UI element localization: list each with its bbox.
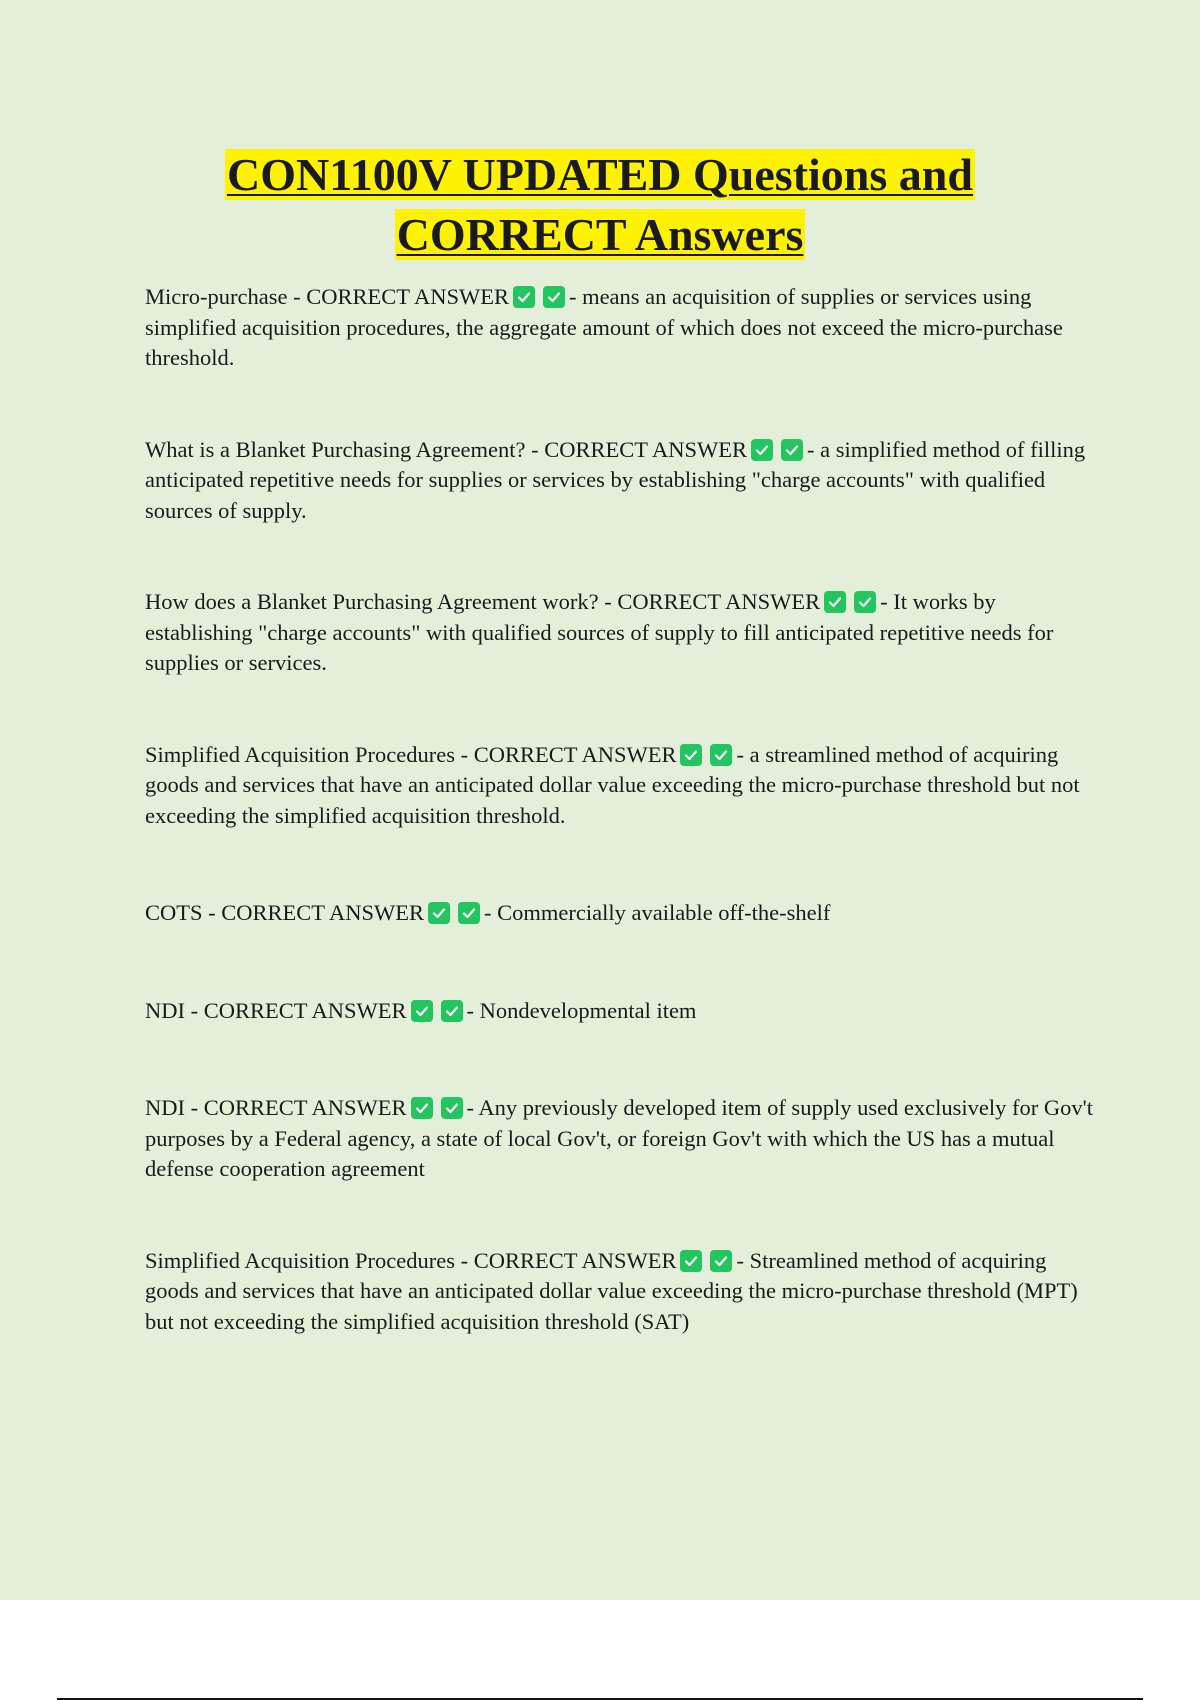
entry-term: NDI [145, 997, 185, 1023]
entry-separator: - [202, 900, 222, 925]
entry-definition: - It works by establishing "charge accounts" with qualified sources of supply to fill anticipated repetitive needs for supplies or services. [145, 589, 1054, 675]
check-mark-button-icon [854, 591, 876, 613]
qa-list [145, 282, 1095, 1337]
correct-answer-label: CORRECT ANSWER [617, 589, 821, 614]
correct-answer-label: CORRECT ANSWER [473, 1247, 677, 1273]
correct-answer-label: CORRECT ANSWER [203, 997, 407, 1023]
qa-entry [145, 587, 1095, 679]
page-title [0, 145, 1200, 265]
qa-entry [145, 996, 1095, 1027]
correct-answer-label: CORRECT ANSWER [544, 436, 748, 462]
correct-answer-label: CORRECT ANSWER [221, 900, 425, 925]
entry-separator: - [525, 436, 545, 462]
check-mark-button-icon [680, 744, 702, 766]
qa-entry [145, 898, 1095, 929]
entry-definition: - Any previously developed item of supply used exclusively for Gov't purposes by a Federal agency, a state of local Gov't, or foreign Gov't with which the US has a mutual defense cooperation agreement [145, 1095, 1093, 1181]
qa-entry [145, 435, 1095, 527]
check-mark-button-icon [781, 439, 803, 461]
check-mark-button-icon [441, 1097, 463, 1119]
check-mark-button-icon [411, 1000, 433, 1022]
check-mark-button-icon [824, 591, 846, 613]
check-mark-button-icon [411, 1097, 433, 1119]
entry-definition: - a streamlined method of acquiring goods and services that have an anticipated dollar value exceeding the micro-purchase threshold but not exceeding the simplified acquisition threshold. [145, 741, 1080, 828]
entry-separator: - [287, 284, 307, 309]
check-mark-button-icon [710, 1250, 732, 1272]
entry-term: NDI [145, 1095, 185, 1120]
qa-entry [145, 740, 1095, 832]
check-mark-button-icon [513, 286, 535, 308]
entry-term: Simplified Acquisition Procedures [145, 1247, 455, 1273]
check-mark-button-icon [543, 286, 565, 308]
correct-answer-label: CORRECT ANSWER [473, 741, 677, 767]
entry-term: Simplified Acquisition Procedures [145, 741, 455, 767]
entry-definition: - means an acquisition of supplies or services using simplified acquisition procedures, the aggregate amount of which does not exceed the micro-purchase threshold. [145, 284, 1063, 370]
entry-separator: - [454, 741, 474, 767]
qa-entry [145, 1246, 1095, 1338]
entry-separator: - [598, 589, 618, 614]
entry-separator: - [185, 997, 204, 1023]
check-mark-button-icon [458, 902, 480, 924]
check-mark-button-icon [680, 1250, 702, 1272]
correct-answer-label: CORRECT ANSWER [203, 1095, 407, 1120]
entry-separator: - [185, 1095, 204, 1120]
check-mark-button-icon [751, 439, 773, 461]
entry-term: How does a Blanket Purchasing Agreement work? [145, 589, 599, 614]
title-line-1: CON1100V UPDATED Questions and [227, 149, 973, 200]
check-mark-button-icon [428, 902, 450, 924]
check-mark-button-icon [710, 744, 732, 766]
qa-entry [145, 1093, 1095, 1185]
title-line-2: CORRECT Answers [396, 209, 804, 260]
correct-answer-label: CORRECT ANSWER [306, 284, 509, 309]
entry-term: COTS [145, 900, 203, 925]
qa-entry [145, 282, 1095, 374]
entry-definition: - Nondevelopmental item [466, 997, 697, 1023]
entry-definition: - Streamlined method of acquiring goods and services that have an anticipated dollar value exceeding the micro-purchase threshold (MPT) but not exceeding the simplified acquisition threshold (SAT) [145, 1247, 1078, 1334]
entry-term: What is a Blanket Purchasing Agreement? [145, 436, 526, 462]
entry-separator: - [454, 1247, 474, 1273]
entry-definition: - a simplified method of filling anticipated repetitive needs for supplies or services by establishing "charge accounts" with qualified sources of supply. [145, 436, 1086, 523]
entry-term: Micro-purchase [145, 284, 288, 309]
entry-definition: - Commercially available off-the-shelf [484, 900, 831, 925]
check-mark-button-icon [441, 1000, 463, 1022]
